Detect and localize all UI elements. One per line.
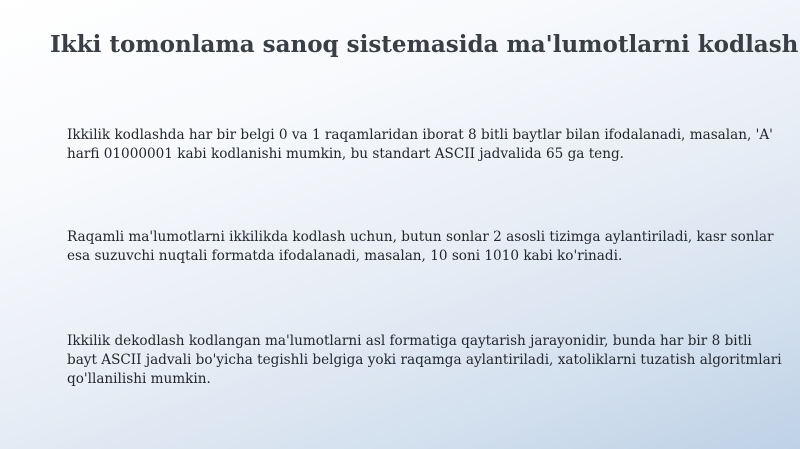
paragraph-binary-decoding: Ikkilik dekodlash kodlangan ma'lumotlarni asl formatiga qaytarish jarayonidir, bunda har bir 8 bitli bayt ASCII jadvali bo'yicha tegishli belgiga yoki raqamga aylantiriladi, xatoliklarni tuzatish algoritmlari qo'llanilishi mumkin.: [67, 333, 782, 387]
slide-title: Ikki tomonlama sanoq sistemasida ma'lumotlarni kodlash: [50, 31, 799, 58]
paragraph-ascii-encoding: Ikkilik kodlashda har bir belgi 0 va 1 raqamlaridan iborat 8 bitli baytlar bilan ifodalanadi, masalan, 'A' harfi 01000001 kabi kodlanishi mumkin, bu standart ASCII jadvalida 65 ga teng.: [67, 127, 773, 162]
paragraph-numeric-encoding: Raqamli ma'lumotlarni ikkilikda kodlash uchun, butun sonlar 2 asosli tizimga aylantiriladi, kasr sonlar esa suzuvchi nuqtali formatda ifodalanadi, masalan, 10 soni 1010 kabi ko'rinadi.: [67, 229, 774, 264]
